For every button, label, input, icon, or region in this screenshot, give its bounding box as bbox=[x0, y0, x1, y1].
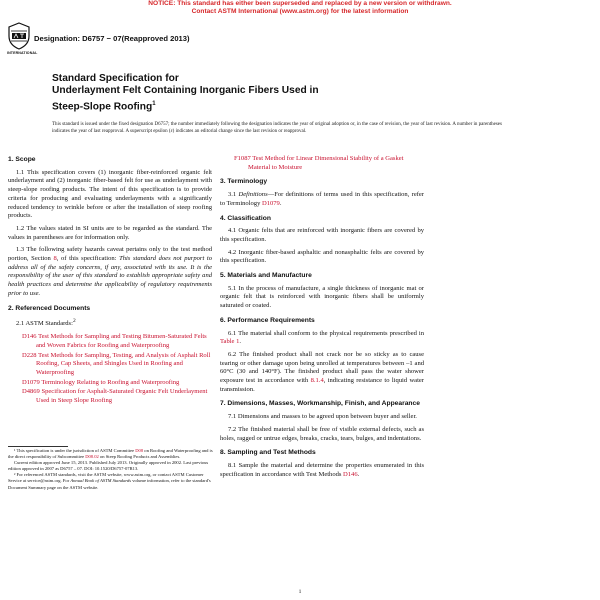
ref-title-f1087[interactable]: Test Method for Linear Dimensional Stability of a Gasket Material to Moisture bbox=[248, 155, 404, 171]
left-column bbox=[8, 156, 212, 407]
footnote-1-text-c: on Steep Roofing Products and Assemblies. bbox=[98, 454, 181, 460]
p3-1-text: —For definitions of terms used in this specification, refer to Terminology bbox=[220, 191, 424, 207]
ref-title-d146[interactable]: Test Methods for Sampling and Testing Bitumen-Saturated Felts and Woven Fabrics for Roofing and Waterproofing bbox=[36, 333, 207, 349]
ref-title-d1079[interactable]: Terminology Relating to Roofing and Waterproofing bbox=[39, 378, 180, 386]
footnote-2-text-b: volume information, refer to the standard's Document Summary page on the ASTM website. bbox=[8, 478, 211, 490]
footnote-2-mark: 2 bbox=[72, 318, 76, 325]
paragraph-1-1: 1.1 This specification covers (1) inorganic fiber-reinforced organic felt underlayment and (2) inorganic fiber-based felt for use as underlayment with steep-slope roofing products. The intent of this specification is to provide criteria for producing and evaluating underlayments with a significantly reduced tendency to wrinkle before or after the installation of steep roofing products. bbox=[8, 168, 212, 220]
ref-item-f1087 bbox=[234, 155, 424, 172]
title-line-3-text: Steep-Slope Roofing bbox=[52, 101, 153, 113]
paragraph-7-2: 7.2 The finished material shall be free of visible external defects, such as holes, ragged or untrue edges, breaks, cracks, tears, bulges, and indentations. bbox=[220, 425, 424, 442]
paragraph-4-2: 4.2 Inorganic fiber-based asphaltic and nonasphaltic felts are covered by this specification. bbox=[220, 248, 424, 265]
right-column bbox=[220, 155, 424, 483]
ref-link-d1079[interactable]: D1079 bbox=[22, 378, 40, 386]
terminology-d1079-link[interactable]: D1079 bbox=[261, 199, 280, 207]
paragraph-4-1: 4.1 Organic felts that are reinforced with inorganic fibers are covered by this specification. bbox=[220, 227, 424, 243]
title-line-3 bbox=[52, 98, 472, 114]
ref-link-d146[interactable]: D146 bbox=[22, 333, 37, 341]
paragraph-1-2: 1.2 The values stated in SI units are to be regarded as the standard. The values in parentheses are for information only. bbox=[8, 224, 212, 241]
p8-1-text: 8.1 Sample the material and determine the properties enumerated in this specification in accordance with Test Methods bbox=[220, 461, 424, 478]
title-line-2: Underlayment Felt Containing Inorganic Fibers Used in bbox=[52, 85, 319, 97]
p6-2-text: 6.2 The finished product shall not crack nor be so sticky as to cause tearing or other damage upon being unrolled at temperatures between –1 and 60°C (30 and 140°F). The finished product shall pass the water shower exposure test in accordance with bbox=[220, 350, 424, 385]
paragraph-3-1 bbox=[220, 191, 424, 208]
footnote-2-text: ² For referenced ASTM standards, visit the ASTM website, www.astm.org, or contact ASTM Customer Service at service@astm.org. For bbox=[8, 472, 204, 484]
astm-standards-label: 2.1 ASTM Standards: bbox=[16, 320, 73, 328]
title-line-1: Standard Specification for bbox=[52, 73, 179, 84]
footnotes bbox=[8, 448, 213, 491]
p6-1-text: 6.1 The material shall conform to the physical requirements prescribed in bbox=[228, 329, 424, 337]
safety-caveat: This standard does not purport to address all of the safety concerns, if any, associated with its use. It is the responsibility of the user of this standard to establish appropriate safety and health practices and determine the applicability of regulatory requirements prior to use. bbox=[8, 255, 212, 297]
test-methods-d146-link[interactable]: D146 bbox=[343, 470, 358, 478]
paragraph-6-1 bbox=[220, 330, 424, 347]
section-heading-terminology: 3. Terminology bbox=[220, 178, 268, 186]
document-title bbox=[52, 73, 472, 114]
supersession-notice bbox=[0, 0, 600, 16]
committee-d08-link[interactable]: D08 bbox=[135, 448, 144, 453]
section-heading-performance: 6. Performance Requirements bbox=[220, 316, 315, 324]
astm-logo bbox=[7, 22, 38, 56]
notice-line-2: Contact ASTM International (www.astm.org) for the latest information bbox=[191, 8, 409, 15]
footnote-2-italic: Annual Book of ASTM Standards bbox=[70, 478, 132, 484]
ref-item-d228 bbox=[22, 352, 212, 378]
issuance-note: This standard is issued under the fixed designation D6757; the number immediately following the designation indicates the year of original adoption or, in the case of revision, the year of last revision. A number in parentheses indicates the year of last reapproval. A superscript epsilon (ε) indicates an editorial change since the last revision or reapproval. bbox=[52, 122, 502, 135]
ref-item-d146 bbox=[22, 333, 212, 350]
footnote-1-text-b: on Roofing and Waterproofing and is the direct responsibility of Subcommittee bbox=[8, 448, 213, 460]
p1-3-text: 1.3 The following safety hazards caveat pertains only to the test method portion, Section bbox=[8, 246, 212, 263]
p3-1-italic: Definitions bbox=[238, 191, 268, 199]
footnote-edition: Current edition approved June 15, 2013. Published July 2013. Originally approved in 2002. Last previous edition approved in 2007 as D6757 – 07. DOI: 10.1520/D6757-07R13. bbox=[8, 460, 209, 472]
section-heading-dimensions: 7. Dimensions, Masses, Workmanship, Finish, and Appearance bbox=[220, 400, 420, 408]
ref-link-d228[interactable]: D228 bbox=[22, 351, 37, 359]
paragraph-7-1: 7.1 Dimensions and masses to be agreed upon between buyer and seller. bbox=[228, 413, 417, 421]
p1-3-text-b: , of this specification: bbox=[56, 255, 120, 263]
page-number: 1 bbox=[298, 589, 302, 595]
ref-link-f1087[interactable]: F1087 bbox=[234, 155, 251, 162]
title-footnote-mark: 1 bbox=[152, 100, 156, 107]
section-heading-scope: 1. Scope bbox=[8, 156, 36, 163]
paragraph-2-1 bbox=[8, 317, 212, 329]
section-heading-referenced-documents: 2. Referenced Documents bbox=[8, 304, 91, 312]
subcommittee-d08-02-link[interactable]: D08.02 bbox=[85, 454, 99, 460]
ref-title-d228[interactable]: Test Methods for Sampling, Testing, and Analysis of Asphalt Roll Roofing, Cap Sheets, and Shingles Used in Roofing and Waterproofing bbox=[36, 351, 211, 376]
footnote-1-text: ¹ This specification is under the jurisdiction of ASTM Committee bbox=[14, 448, 136, 453]
ref-item-d4869 bbox=[22, 388, 212, 405]
section-heading-sampling: 8. Sampling and Test Methods bbox=[220, 449, 316, 457]
ref-title-d4869[interactable]: Specification for Asphalt-Saturated Organic Felt Underlayment Used in Steep Slope Roofing bbox=[36, 388, 208, 405]
paragraph-6-2 bbox=[220, 351, 424, 395]
logo-caption: INTERNATIONAL bbox=[7, 51, 38, 55]
ref-item-d1079 bbox=[22, 379, 212, 388]
ref-link-d4869[interactable]: D4869 bbox=[22, 388, 40, 396]
p3-1-number: 3.1 bbox=[228, 191, 239, 199]
table-1-link[interactable]: Table 1 bbox=[220, 338, 240, 346]
footnote-1 bbox=[8, 448, 213, 460]
notice-line-1: NOTICE: This standard has either been superseded and replaced by a new version or withdrawn. bbox=[148, 0, 452, 7]
section-heading-materials: 5. Materials and Manufacture bbox=[220, 272, 312, 280]
paragraph-5-1: 5.1 In the process of manufacture, a single thickness of inorganic mat or organic felt that is reinforced with inorganic fibers shall be uniformly saturated or coated. bbox=[220, 284, 424, 310]
section-8-1-4-link[interactable]: 8.1.4 bbox=[310, 377, 324, 385]
paragraph-1-3 bbox=[8, 246, 212, 298]
footnote-2 bbox=[8, 472, 213, 490]
p6-1-end: . bbox=[239, 338, 241, 346]
paragraph-8-1 bbox=[220, 462, 424, 479]
p6-2-end: , indicating resistance to liquid water transmission. bbox=[220, 377, 424, 393]
section-8-link[interactable]: 8 bbox=[53, 255, 57, 263]
p3-1-end: . bbox=[279, 199, 282, 207]
footnote-divider bbox=[8, 446, 68, 447]
astm-logo-icon bbox=[7, 22, 31, 50]
p8-1-end: . bbox=[357, 470, 360, 478]
designation: Designation: D6757 − 07(Reapproved 2013) bbox=[34, 34, 190, 43]
section-heading-classification: 4. Classification bbox=[220, 214, 271, 222]
